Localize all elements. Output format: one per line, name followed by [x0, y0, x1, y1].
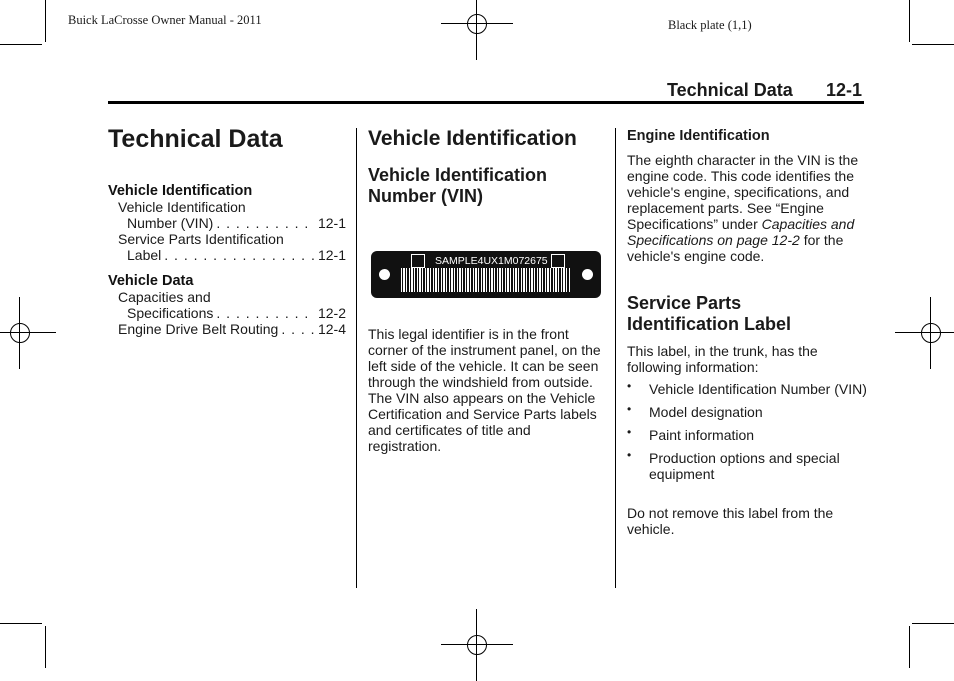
toc-entry[interactable]: Service Parts Identification	[118, 231, 284, 247]
plate-symbol-box	[411, 254, 425, 268]
crop-mark	[909, 626, 910, 668]
crop-mark	[45, 0, 46, 42]
toc-section-heading: Vehicle Identification	[108, 183, 253, 199]
toc-group-vehicle-data	[108, 273, 346, 337]
list-item: • Model designation	[627, 404, 867, 420]
vehicle-identification-heading: Vehicle Identification	[368, 127, 577, 150]
crop-mark	[912, 623, 954, 624]
toc-entry-cont[interactable]: Specifications . . . 12-2	[108, 305, 346, 321]
vin-plate-image	[371, 251, 601, 298]
column-divider	[356, 128, 357, 588]
section-title: Technical Data	[667, 80, 793, 100]
plate-hole	[379, 269, 390, 280]
crop-mark	[909, 0, 910, 42]
header-rule	[108, 101, 864, 104]
running-header	[600, 80, 863, 102]
engine-paragraph: The eighth character in the VIN is the engine code. This code identifies the vehicle's engine, specifications, and replacement parts. See “Engine Specifications” under Capacities and Specifications on page 12-2 for the vehicle's engine code.	[627, 152, 859, 264]
toc-entry[interactable]: Capacities and	[118, 289, 211, 305]
toc-entry-cont[interactable]: Label . . . 12-1	[108, 247, 346, 263]
column-divider	[615, 128, 616, 588]
crop-mark	[0, 44, 42, 45]
service-parts-label-heading: Service Parts Identification Label	[627, 293, 792, 334]
vin-number: SAMPLE4UX1M072675	[435, 255, 548, 267]
label-info-list	[627, 381, 867, 489]
page-number: 12-1	[825, 80, 862, 100]
vin-subheading: Vehicle Identification Number (VIN)	[368, 165, 548, 206]
barcode	[401, 268, 571, 292]
registration-mark-top	[441, 0, 513, 60]
crop-mark	[45, 626, 46, 668]
crop-mark	[912, 44, 954, 45]
closing-note: Do not remove this label from the vehicle.	[627, 505, 834, 537]
label-intro: This label, in the trunk, has the following information:	[627, 343, 818, 375]
list-item: • Paint information	[627, 427, 867, 443]
toc-section-heading: Vehicle Data	[108, 273, 194, 289]
plate-hole	[582, 269, 593, 280]
list-item: • Production options and special equipment	[627, 450, 867, 482]
plate-symbol-box	[551, 254, 565, 268]
manual-title: Buick LaCrosse Owner Manual - 2011	[68, 13, 262, 27]
toc-entry[interactable]: Engine Drive Belt Routing . . . 12-4	[108, 321, 346, 337]
plate-info: Black plate (1,1)	[668, 18, 752, 32]
list-item: • Vehicle Identification Number (VIN)	[627, 381, 867, 397]
cross-reference-link[interactable]: Capacities and Specifications on page 12-2	[627, 216, 855, 248]
page-title: Technical Data	[108, 125, 283, 153]
toc-entry[interactable]: Vehicle Identification	[118, 199, 246, 215]
engine-identification-heading: Engine Identification	[627, 128, 770, 144]
registration-mark-bottom	[441, 609, 513, 681]
crop-mark	[0, 623, 42, 624]
registration-mark-left	[0, 297, 56, 369]
toc-entry-cont[interactable]: Number (VIN) . . . 12-1	[108, 215, 346, 231]
toc-group-vehicle-identification	[108, 183, 346, 263]
registration-mark-right	[895, 297, 954, 369]
vin-paragraph: This legal identifier is in the front corner of the instrument panel, on the left side of the vehicle. It can be seen through the windshield from outside. The VIN also appears on the Vehicle Certification and Service Parts labels and certificates of title and registration.	[368, 326, 601, 454]
